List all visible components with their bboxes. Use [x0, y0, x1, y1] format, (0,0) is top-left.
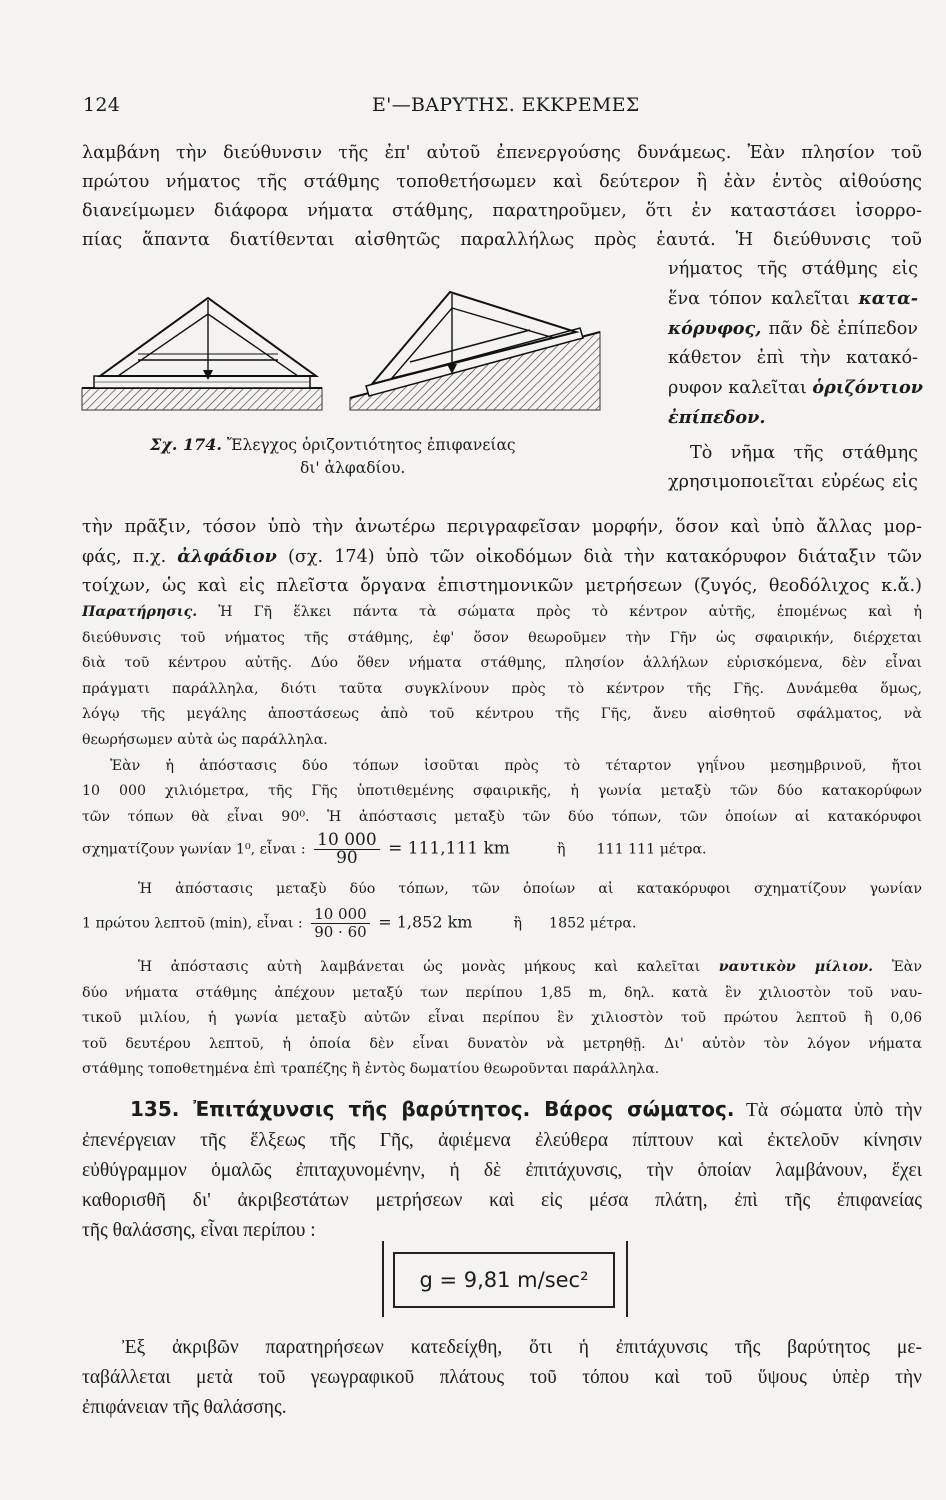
text-line: λαμβάνη τὴν διεύθυνσιν τῆς ἐπ' αὐτοῦ ἐπενεργούσης δυνάμεως. Ἐὰν πλησίον τοῦ [82, 143, 922, 163]
text-line: λόγῳ τῆς μεγάλης ἀποστάσεως ἀπὸ τοῦ κέντρου τῆς Γῆς, ἄνευ αἰσθητοῦ σφάλματος, νὰ [82, 706, 922, 723]
text-line: πίας ἅπαντα διατίθενται αἰσθητῶς παραλλήλως πρὸς ἑαυτά. Ἡ διεύθυνσις τοῦ [82, 230, 922, 250]
section-heading-line: 135. Ἐπιτάχυνσις τῆς βαρύτητος. Βάρος σώματος. Τὰ σώματα ὑπὸ τὴν [130, 1097, 922, 1121]
text-line: τὴν πρᾶξιν, τόσον ὑπὸ τὴν ἀνωτέρω περιγραφεῖσαν μορφήν, ὅσον καὶ ὑπὸ ἄλλας μορ- [82, 517, 922, 537]
fraction-numerator: 10 000 [311, 906, 370, 924]
page-number: 124 [83, 94, 121, 116]
text-line: Ἐὰν ἡ ἀπόστασις δύο τόπων ἰσοῦται πρὸς τὸ τέταρτον γηΐνου μεσημβρινοῦ, ἤτοι [110, 757, 922, 774]
text-line: ἐπιφάνειαν τῆς θαλάσσης. [82, 1397, 287, 1418]
text-line: Ἡ ἀπόστασις αὐτὴ λαμβάνεται ὡς μονὰς μήκους καὶ καλεῖται ναυτικὸν μίλιον. Ἐὰν [138, 959, 923, 975]
figure-spirit-level [80, 280, 610, 415]
text-line: δύο νήματα στάθμης ἀπέχουν μεταξύ των περίπου 1,85 m, δηλ. κατὰ ἓν χιλιοστὸν τοῦ ναυ- [82, 984, 922, 1001]
text-line: 10 000 χιλιόμετρα, τῆς Γῆς ὑποτιθεμένης σφαιρικῆς, ἡ γωνία μεταξὺ τῶν δύο κατακορύφων [82, 783, 922, 800]
term-vertical: κατα- [858, 288, 919, 309]
text-line: καθορισθῆ δι' ἀκριβεστάτων μετρήσεων καὶ εἰς μέσα πλάτη, ἐπὶ τῆς ἐπιφανείας [82, 1190, 922, 1211]
text-line: θεωρήσωμεν αὐτὰ ὡς παράλληλα. [82, 731, 328, 748]
text-line: ρυφον καλεῖται ὁριζόντιον [668, 377, 923, 398]
text-line: νήματος τῆς στάθμης εἰς [668, 259, 918, 279]
text-line: Ἡ ἀπόστασις μεταξὺ δύο τόπων, τῶν ὁποίων αἱ κατακόρυφοι σχηματίζουν γωνίαν [138, 881, 922, 897]
running-title: Ε'—ΒΑΡΥΤΗΣ. ΕΚΚΡΕΜΕΣ [372, 94, 640, 116]
term-nautical-mile: ναυτικὸν μίλιον. [718, 959, 874, 975]
text-line: διεύθυνσις τοῦ νήματος τῆς στάθμης, ἐφ' ὅσον θεωροῦμεν τὴν Γῆν ὡς σφαιρικήν, διέρχεται [82, 629, 922, 646]
text-line: Ἐξ ἀκριβῶν παρατηρήσεων κατεδείχθη, ὅτι ἡ ἐπιτάχυνσις τῆς βαρύτητος με- [122, 1337, 922, 1358]
fraction-denominator: 90 · 60 [314, 923, 367, 941]
note-block [82, 600, 922, 830]
text-line: διανείμωμεν διάφορα νήματα στάθμης, παρατηροῦμεν, ὅτι ἐν καταστάσει ἰσορρο- [82, 201, 922, 221]
text-line: πράγματι παράλληλα, διότι ταῦτα συγκλίνουν πρὸς τὸ κέντρον τῆς Γῆς. Δυνάμεθα ὅμως, [82, 680, 922, 697]
text-line: ἐπενέργειαν τῆς ἕλξεως τῆς Γῆς, ἀφιέμενα ἐλεύθερα πίπτουν καὶ ἐκτελοῦν κίνησιν [82, 1130, 922, 1151]
side-column [668, 255, 923, 433]
text-line: χρησιμοποιεῖται εὐρέως εἰς [668, 472, 918, 492]
figure-caption-line2: δι' ἀλφαδίου. [300, 459, 406, 477]
text-line: τοῦ δευτέρου λεπτοῦ, ἡ ὁποία δὲν εἶναι δυνατὸν νὰ μετρηθῇ. Δι' αὐτὸν τὸν λόγον νήματα [82, 1035, 922, 1052]
fraction-denominator: 90 [336, 848, 358, 868]
section-135 [82, 1094, 922, 1246]
fraction-numerator: 10 000 [314, 832, 379, 850]
text-line: πρώτου νήματος τῆς στάθμης τοποθετήσωμεν καὶ δεύτερον ἢ ἐὰν ἐντὸς αἰθούσης [82, 172, 922, 192]
text-line: διὰ τοῦ κέντρου αὐτῆς. Δύο ὅθεν νήματα στάθμης, πλησίον ἀλλήλων εὑρισκόμενα, δὲν εἶναι [82, 655, 922, 672]
figure-caption: Σχ. 174. Ἔλεγχος ὁριζοντιότητος ἐπιφανείας [150, 435, 516, 454]
text-line: Παρατήρησις. Ἡ Γῆ ἕλκει πάντα τὰ σώματα πρὸς τὸ κέντρον αὐτῆς, ἑπομένως καὶ ἡ [82, 604, 923, 620]
text-line: ταβάλλεται μετὰ τοῦ γεωγραφικοῦ πλάτους τοῦ τόπου καὶ τοῦ ὕψους ὑπὲρ τὴν [82, 1367, 922, 1388]
term-alfadio: ἀλφάδιον [177, 546, 277, 567]
text-line [668, 403, 918, 433]
text-line: φάς, π.χ. ἀλφάδιον (σχ. 174) ὑπὸ τῶν οἰκοδόμων διὰ τὴν κατακόρυφον διάταξιν τῶν [82, 546, 923, 567]
section-title: 135. Ἐπιτάχυνσις τῆς βαρύτητος. Βάρος σώματος. [130, 1097, 735, 1121]
gravity-formula: g = 9,81 m/sec² [393, 1252, 615, 1308]
figure-label: Σχ. 174. [150, 435, 222, 454]
text-line: τῶν τόπων θὰ εἶναι 90⁰. Ἡ ἀπόστασις μεταξὺ τῶν δύο τόπων, τῶν ὁποίων αἱ κατακόρυφοι [82, 808, 922, 825]
paragraph-intro [82, 139, 922, 255]
note-block-3 [82, 955, 922, 1083]
section-135-after [82, 1333, 922, 1423]
term-vertical-end: κόρυφος, [668, 318, 762, 339]
text-line: τικοῦ μιλίου, ἡ γωνία μεταξὺ αὐτῶν εἶναι περίπου ἓν χιλιοστὸν τοῦ πρώτου λεπτοῦ ἢ 0,06 [82, 1010, 922, 1027]
text-line: τοίχων, ὡς καὶ εἰς πλεῖστα ὄργανα ἐπιστημονικῶν μετρήσεων (ζυγός, θεοδόλιχος κ.ἄ.) [82, 576, 922, 596]
term-horizontal: ὁριζόντιον [812, 377, 923, 398]
text-line: στάθμης τοποθετημένα ἐπὶ τραπέζης ἢ ἐντὸς δωματίου θεωροῦνται παράλληλα. [82, 1061, 660, 1078]
text-line: εὐθύγραμμον ὁμαλῶς ἐπιταχυνομένην, ἡ δὲ ἐπιτάχυνσις, τὴν ὁποίαν λαμβάνουν, ἔχει [82, 1160, 922, 1181]
paragraph-uses [82, 513, 922, 601]
text-line: Τὸ νῆμα τῆς στάθμης [690, 443, 918, 463]
text-line: κάθετον ἐπὶ τὴν κατακό- [668, 348, 918, 368]
term-plane: ἐπίπεδον. [668, 407, 766, 428]
equation-one-degree: σχηματίζουν γωνίαν 1⁰, εἶναι : $\frac{10 000}{90}$ = 111,111 km ἢ 111 111 μέτρα. [82, 830, 707, 868]
text-line: κόρυφος, πᾶν δὲ ἐπίπεδον [668, 318, 918, 339]
inclined-surface-figure [350, 292, 600, 410]
equation-one-minute: 1 πρώτου λεπτοῦ (min), εἶναι : $\frac{10 000}{90 \cdot 60}$ = 1,852 km ἢ 1852 μέτρα. [82, 905, 637, 941]
side-column-2 [668, 439, 918, 497]
note-block-2 [82, 877, 922, 903]
text-line: ἕνα τόπον καλεῖται κατα- [668, 288, 919, 309]
note-label: Παρατήρησις. [82, 604, 198, 620]
text-line: τῆς θαλάσσης, εἶναι περίπου : [82, 1220, 316, 1241]
level-surface-figure [82, 298, 322, 410]
